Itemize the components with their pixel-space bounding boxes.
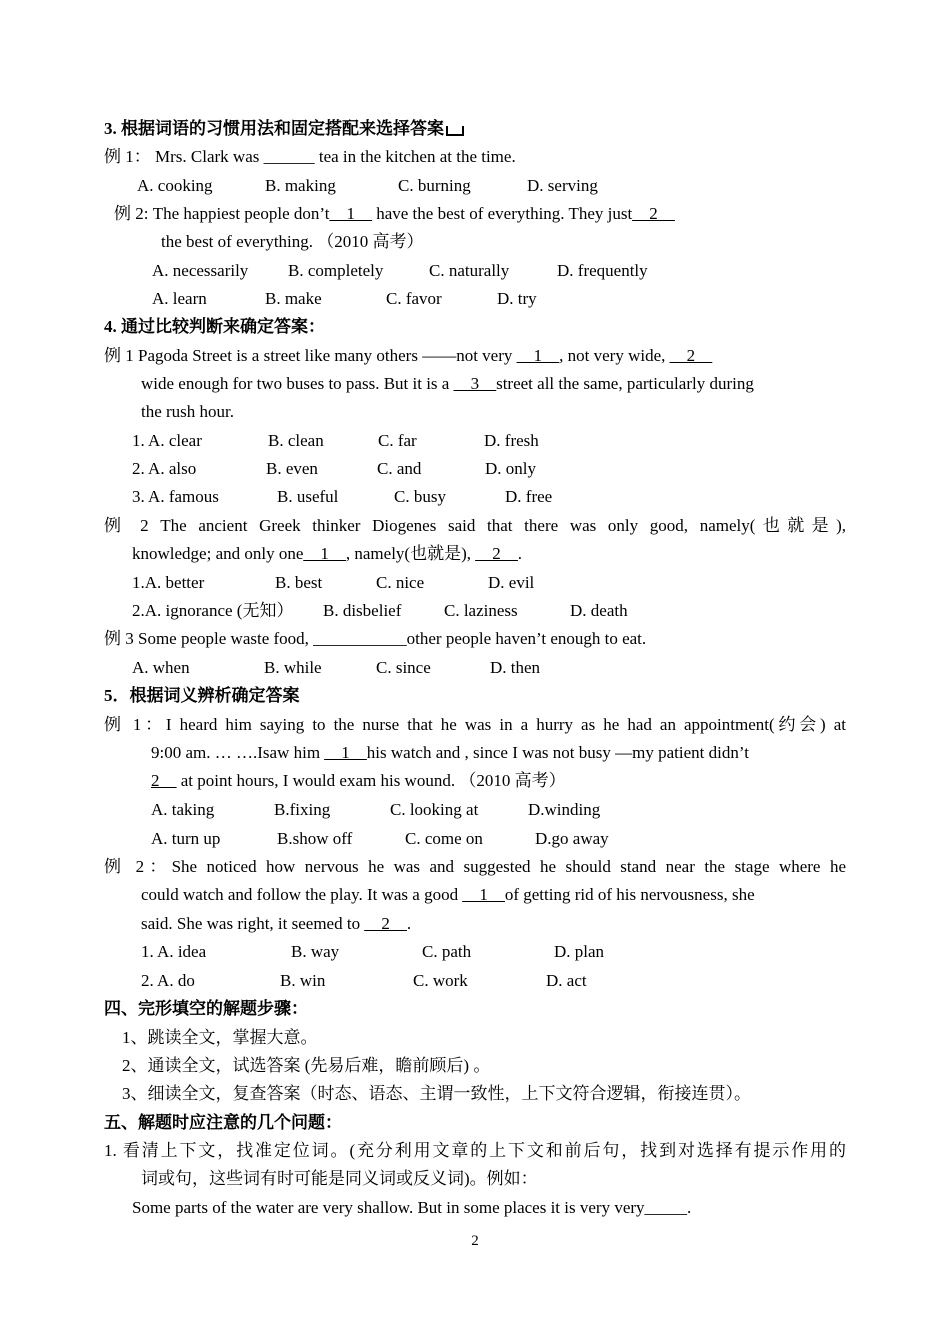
option: D.go away (535, 829, 609, 848)
section5-example1-line3: 2__ at point hours, I would exam his wound. （2010 高考） (151, 771, 566, 790)
option: C. favor (386, 289, 442, 308)
option: 3. A. famous (132, 487, 219, 506)
section3-heading: 3. 根据词语的习惯用法和固定搭配来选择答案 (104, 118, 464, 140)
section4-example1-line3: the rush hour. (141, 402, 235, 421)
part4-step: 1、跳读全文，掌握大意。 (122, 1028, 318, 1047)
option: C. naturally (429, 261, 510, 280)
section3-example2: 例 2: The happiest people don’t__1__ have the best of everything. They just__2__ (114, 204, 675, 223)
part5-heading: 五、解题时应注意的几个问题： (104, 1113, 342, 1132)
option: D.winding (528, 800, 601, 819)
option: 1.A. better (132, 573, 205, 592)
option: C. laziness (444, 601, 518, 620)
option: C. path (422, 942, 472, 961)
cursor-mark (446, 126, 464, 136)
option: B. best (275, 573, 323, 592)
part4-step: 3、细读全文，复查答案（时态、语态、主谓一致性，上下文符合逻辑，衔接连贯）。 (122, 1084, 751, 1103)
option: B. clean (268, 431, 324, 450)
option: C. looking at (390, 800, 479, 819)
option: B. way (291, 942, 340, 961)
option: D. try (497, 289, 537, 308)
section5-example2-line1: 例 2：She noticed how nervous he was and suggested he should stand near the stage where he (104, 857, 846, 876)
option: B. even (266, 459, 318, 478)
section4-example3: 例 3 Some people waste food, ___________other people haven’t enough to eat. (104, 629, 647, 648)
option: B.show off (277, 829, 353, 848)
option: C. and (377, 459, 422, 478)
option: B. make (265, 289, 322, 308)
section4-heading: 4. 通过比较判断来确定答案： (104, 317, 325, 336)
option: D. death (570, 601, 628, 620)
option: B.fixing (274, 800, 331, 819)
option: D. only (485, 459, 536, 478)
option: A. necessarily (152, 261, 249, 280)
section3-example2-line2: the best of everything. （2010 高考） (161, 232, 424, 251)
section4-example2-line1: 例 2 The ancient Greek thinker Diogenes said that there was only good, namely(也就是), (104, 516, 846, 535)
option: C. work (413, 971, 468, 990)
option: C. far (378, 431, 417, 450)
option: 2. A. do (141, 971, 195, 990)
part4-step: 2、通读全文，试选答案 (先易后难，瞻前顾后) 。 (122, 1056, 491, 1075)
option: A. when (132, 658, 190, 677)
option: C. busy (394, 487, 446, 506)
option: B. completely (288, 261, 384, 280)
option: A. cooking (137, 176, 213, 195)
option: D. act (546, 971, 587, 990)
option: D. evil (488, 573, 535, 592)
section4-example2-line2: knowledge; and only one__1__, namely(也就是), __2__. (132, 544, 522, 563)
option: B. disbelief (323, 601, 402, 620)
option: D. then (490, 658, 541, 677)
option: B. making (265, 176, 336, 195)
option: B. useful (277, 487, 339, 506)
option: 2. A. also (132, 459, 197, 478)
option: 1. A. clear (132, 431, 202, 450)
part5-example: Some parts of the water are very shallow. But in some places it is very very_____. (132, 1198, 692, 1217)
option: D. free (505, 487, 553, 506)
option: C. come on (405, 829, 483, 848)
section5-heading: 5．根据词义辨析确定答案 (104, 686, 300, 705)
option: D. fresh (484, 431, 539, 450)
option: A. taking (151, 800, 215, 819)
page-number: 2 (471, 1233, 479, 1249)
part5-item1-line1: 1. 看清上下文，找准定位词。(充分利用文章的上下文和前后句，找到对选择有提示作用的 (104, 1141, 846, 1160)
section5-example2-line3: said. She was right, it seemed to __2__. (141, 914, 412, 933)
option: C. since (376, 658, 431, 677)
option: D. plan (554, 942, 605, 961)
option: C. burning (398, 176, 471, 195)
part4-heading: 四、完形填空的解题步骤： (104, 999, 308, 1018)
section5-example1-line1: 例 1：I heard him saying to the nurse that he was in a hurry as he had an appointment(约会) at (104, 715, 846, 734)
option: B. while (264, 658, 322, 677)
option: C. nice (376, 573, 425, 592)
option: B. win (280, 971, 326, 990)
section3-example1: 例 1： Mrs. Clark was ______ tea in the kitchen at the time. (104, 147, 516, 166)
section5-example1-line2: 9:00 am. … ….Isaw him __1__his watch and , since I was not busy —my patient didn’t (151, 743, 749, 762)
option: 1. A. idea (141, 942, 207, 961)
section4-example1: 例 1 Pagoda Street is a street like many others ——not very __1__, not very wide, __2__ (104, 346, 713, 365)
section4-example1-line2: wide enough for two buses to pass. But it is a __3__street all the same, particularly during (141, 374, 754, 393)
option: A. learn (152, 289, 207, 308)
option: 2.A. ignorance (无知） (132, 601, 294, 620)
option: D. frequently (557, 261, 648, 280)
option: D. serving (527, 176, 598, 195)
option: A. turn up (151, 829, 221, 848)
part5-item1-line2: 词或句，这些词有时可能是同义词或反义词)。例如： (141, 1169, 538, 1188)
section5-example2-line2: could watch and follow the play. It was a good __1__of getting rid of his nervousness, she (141, 885, 755, 904)
